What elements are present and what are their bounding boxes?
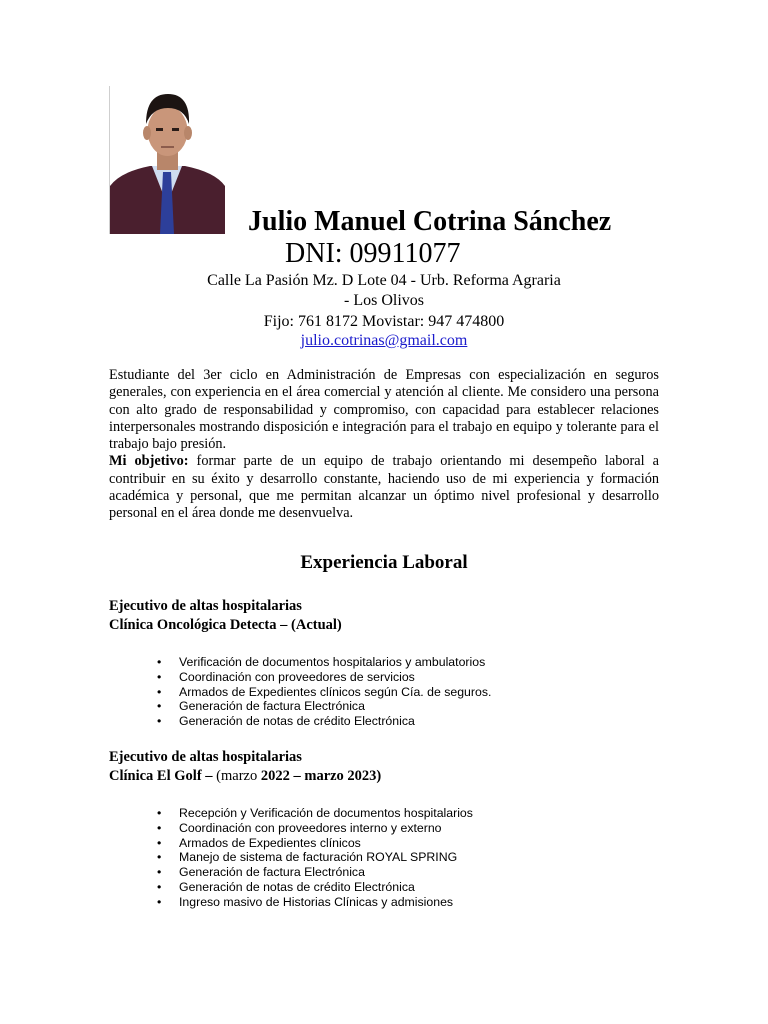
job-period xyxy=(213,768,382,784)
address-line-1: Calle La Pasión Mz. D Lote 04 - Urb. Reforma Agraria xyxy=(207,272,561,289)
profile-paragraph: Estudiante del 3er ciclo en Administración de Empresas con especialización en seguros generales, con experiencia en el área comercial y atención al cliente. Me considero una persona con alto grado de responsabilidad y compromiso, con capacidad para establecer relaciones interpersonales mostrando disposición e integración para el trabajo en equipo y tolerante para el trabajo bajo presión. xyxy=(109,367,659,453)
list-item: • Manejo de sistema de facturación ROYAL SPRING xyxy=(157,850,473,865)
profile-photo xyxy=(109,86,225,234)
experience-heading: Experiencia Laboral xyxy=(300,552,468,573)
job-position: Ejecutivo de altas hospitalarias xyxy=(109,749,302,765)
profile-summary xyxy=(109,367,659,523)
address-line-2: - Los Olivos xyxy=(344,292,424,309)
list-item: • Ingreso masivo de Historias Clínicas y admisiones xyxy=(157,895,473,910)
period-start-month: marzo xyxy=(221,767,258,784)
list-item: • Coordinación con proveedores interno y externo xyxy=(157,821,473,836)
list-item: • Generación de notas de crédito Electrónica xyxy=(157,714,491,729)
job-duties-list xyxy=(157,655,491,729)
job-position: Ejecutivo de altas hospitalarias xyxy=(109,598,302,614)
list-item: • Armados de Expedientes clínicos xyxy=(157,836,473,851)
list-item: • Armados de Expedientes clínicos según Cía. de seguros. xyxy=(157,685,491,700)
list-item: • Generación de factura Electrónica xyxy=(157,865,473,880)
job-entry-header xyxy=(109,597,342,634)
job-duties-list xyxy=(157,806,473,910)
email-link[interactable]: julio.cotrinas@gmail.com xyxy=(300,332,468,349)
list-item: • Recepción y Verificación de documentos hospitalarios xyxy=(157,806,473,821)
objective-label: Mi objetivo: xyxy=(109,453,189,470)
objective-paragraph xyxy=(109,453,659,522)
phone-numbers: Fijo: 761 8172 Movistar: 947 474800 xyxy=(263,313,505,330)
job-company: Clínica Oncológica Detecta – (Actual) xyxy=(109,616,342,633)
portrait-image xyxy=(110,86,225,234)
job-entry-header xyxy=(109,748,381,785)
dni-number: DNI: 09911077 xyxy=(285,238,461,269)
list-item: • Coordinación con proveedores de servicios xyxy=(157,670,491,685)
candidate-name: Julio Manuel Cotrina Sánchez xyxy=(248,206,612,237)
list-item: • Generación de notas de crédito Electrónica xyxy=(157,880,473,895)
list-item: • Verificación de documentos hospitalarios y ambulatorios xyxy=(157,655,491,670)
list-item: • Generación de factura Electrónica xyxy=(157,699,491,714)
period-open: ( xyxy=(212,767,221,784)
job-company: Clínica El Golf – xyxy=(109,767,213,784)
objective-text: formar parte de un equipo de trabajo orientando mi desempeño laboral a contribuir en su éxito y desarrollo constante, haciendo uso de mi experiencia y formación académica y personal, que me permitan alcanzar un óptimo nivel profesional y desarrollo personal en el área donde me desenvuelva. xyxy=(109,453,659,522)
period-dates: 2022 – marzo 2023) xyxy=(257,767,382,784)
job-company-row xyxy=(109,767,381,786)
